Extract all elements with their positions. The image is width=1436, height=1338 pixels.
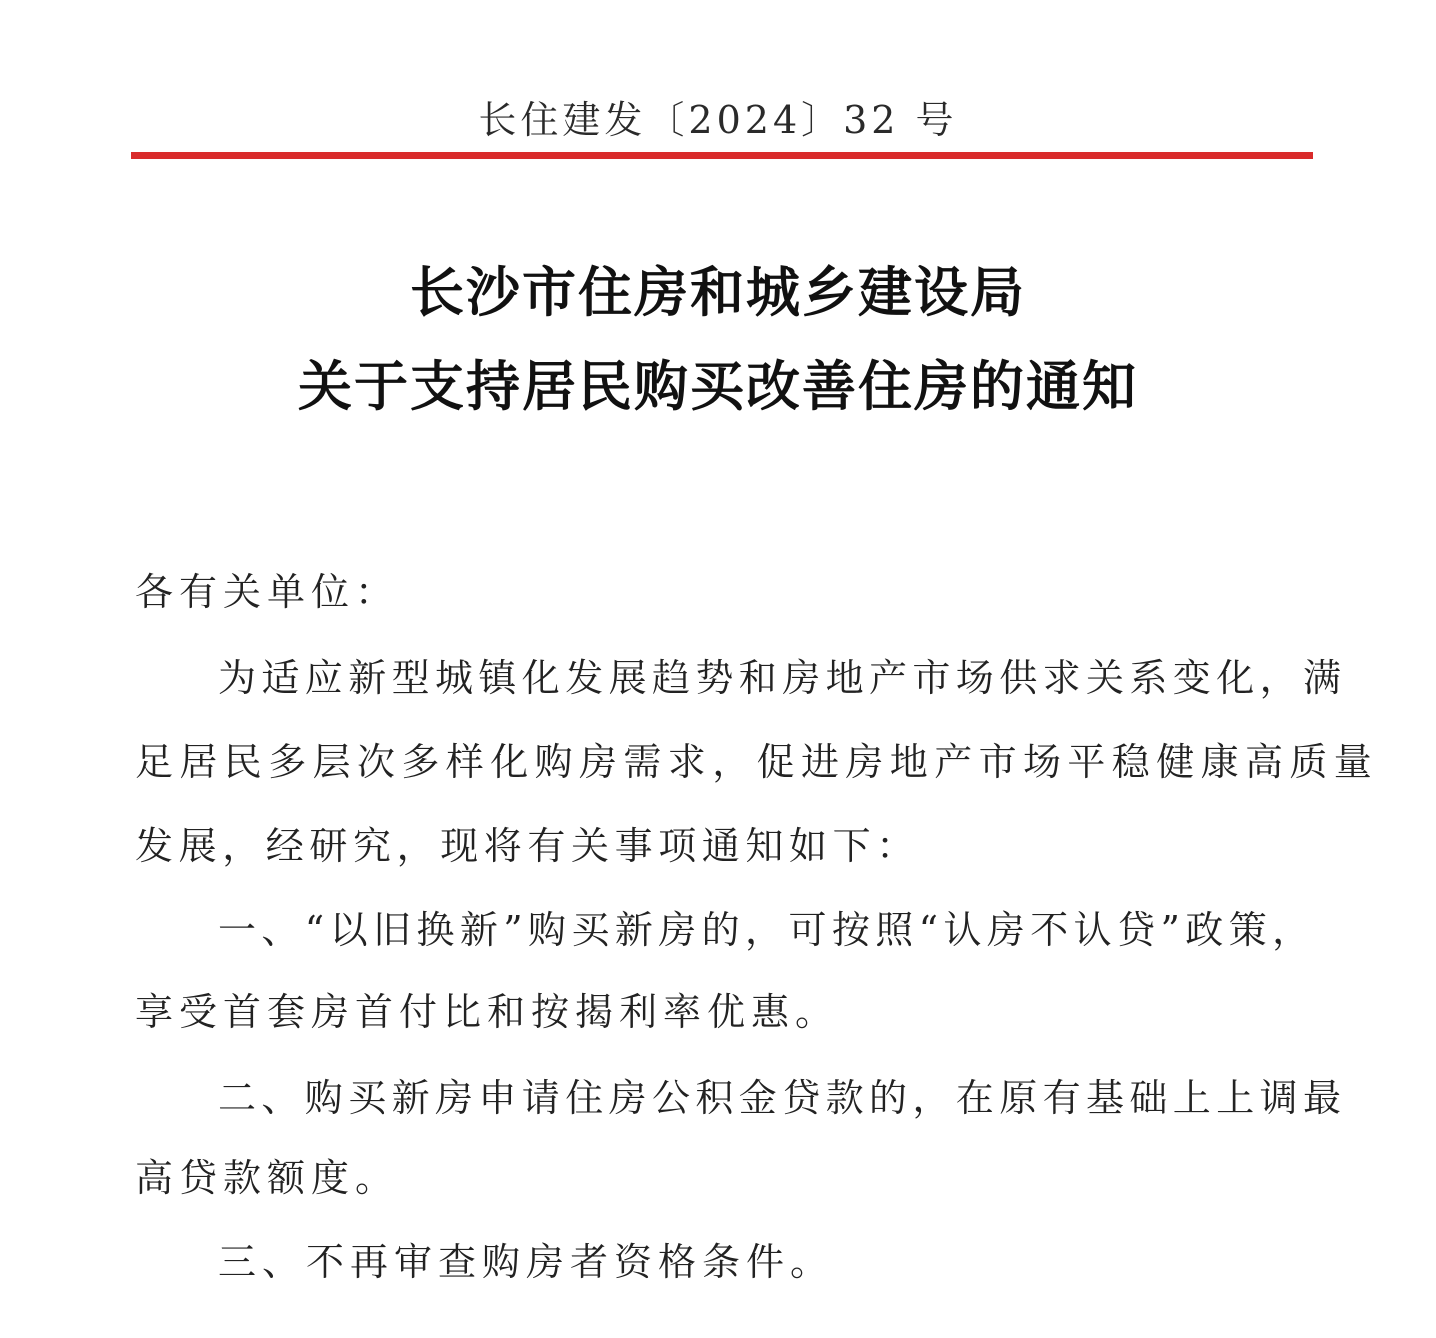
item-one-line: 享受首套房首付比和按揭利率优惠。 bbox=[135, 990, 840, 1034]
salutation: 各有关单位： bbox=[135, 570, 400, 614]
paragraph-line: 为适应新型城镇化发展趋势和房地产市场供求关系变化，满 bbox=[218, 656, 1347, 700]
red-header-rule bbox=[131, 152, 1313, 159]
document-number: 长住建发〔2024〕32 号 bbox=[478, 98, 958, 142]
item-three-line: 三、不再审查购房者资格条件。 bbox=[218, 1240, 835, 1284]
item-two-line: 高贷款额度。 bbox=[135, 1156, 400, 1200]
item-two-line: 二、购买新房申请住房公积金贷款的，在原有基础上上调最 bbox=[218, 1076, 1347, 1120]
item-one-line: 一、“以旧换新”购买新房的，可按照“认房不认贷”政策， bbox=[218, 908, 1316, 952]
paragraph-line: 足居民多层次多样化购房需求，促进房地产市场平稳健康高质量 bbox=[135, 740, 1379, 784]
title-line-2: 关于支持居民购买改善住房的通知 bbox=[298, 355, 1138, 418]
paragraph-line: 发展，经研究，现将有关事项通知如下： bbox=[135, 824, 920, 868]
title-line-1: 长沙市住房和城乡建设局 bbox=[410, 261, 1026, 324]
